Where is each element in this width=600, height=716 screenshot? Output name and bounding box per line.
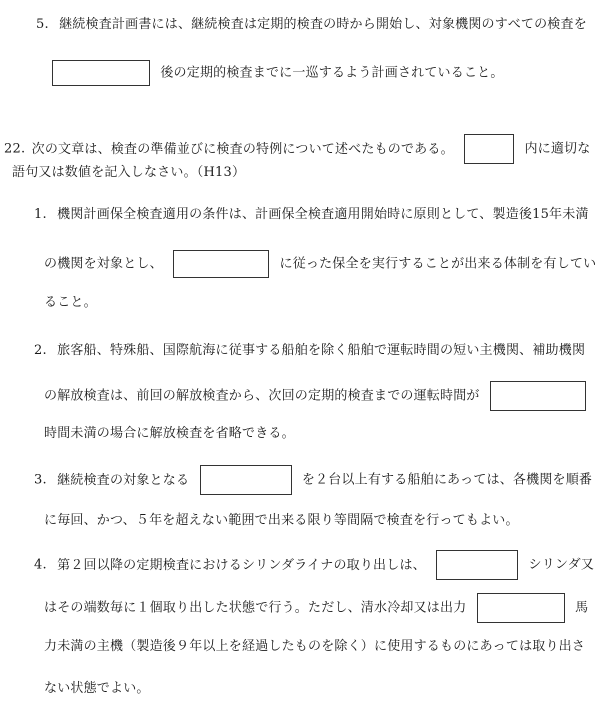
item4-line3 [44,636,585,658]
answer-blank[interactable] [200,465,292,495]
item-text: ない状態でよい。 [44,681,150,696]
item4-line2 [44,593,588,623]
answer-blank[interactable] [477,593,565,623]
item4-line4 [44,678,150,700]
item-text: に毎回、かつ、５年を超えない範囲で出来る限り等間隔で検査を行ってもよい。 [44,513,519,528]
question-text: 次の文章は、検査の準備並びに検査の特例について述べたものである。 [31,141,454,157]
item4-line1 [34,550,594,580]
item-text: を２台以上有する船舶にあっては、各機関を順番 [301,472,593,488]
item-text: 継続検査の対象となる [57,472,190,488]
item2-line1 [34,340,585,362]
item-text: 馬 [575,600,589,616]
item-text: ること。 [44,295,97,310]
item5-line2 [46,60,504,86]
item3-line1 [34,465,592,495]
q22-line2 [12,162,245,184]
item5-line1 [36,14,587,36]
item-number: 2. [34,343,47,358]
answer-blank[interactable] [436,550,518,580]
item1-line3 [44,292,97,314]
item1-line1 [34,204,589,226]
item-text: 時間未満の場合に解放検査を省略できる。 [44,426,295,441]
item-number: 4. [34,557,47,573]
item-text: はその端数毎に１個取り出した状態で行う。ただし、清水冷却又は出力 [44,600,467,616]
item-text: 力未満の主機（製造後９年以上を経過したものを除く）に使用するものにあっては取り出さ [44,639,586,654]
answer-blank[interactable] [173,250,269,278]
question-text: 語句又は数値を記入しなさい。（H13） [12,165,246,180]
item-text: 第２回以降の定期検査におけるシリンダライナの取り出しは、 [57,557,426,573]
item-text: の機関を対象とし、 [44,256,163,272]
item1-line2 [44,250,596,278]
question-number: 22. [4,141,26,157]
q22-line1 [4,134,590,164]
item-text: 後の定期的検査までに一巡するよう計画されていること。 [160,65,504,81]
item2-line3 [44,423,295,445]
item-text: 継続検査計画書には、継続検査は定期的検査の時から開始し、対象機関のすべての検査を [59,17,587,32]
item-number: 3. [34,472,47,488]
answer-blank[interactable] [464,134,514,164]
item2-line2 [44,381,592,411]
question-text: 内に適切な [524,141,591,157]
answer-blank[interactable] [52,60,150,86]
item-text: 旅客船、特殊船、国際航海に従事する船舶を除く船舶で運転時間の短い主機関、補助機関 [57,343,586,358]
item-text: 機関計画保全検査適用の条件は、計画保全検査適用開始時に原則として、製造後15年未満 [57,207,589,222]
item-text: に従った保全を実行することが出来る体制を有してい [279,256,597,272]
item-number: 1. [34,207,47,222]
item-text: の解放検査は、前回の解放検査から、次回の定期的検査までの運転時間が [44,388,480,404]
item-text: シリンダ又 [528,557,595,573]
item3-line2 [44,510,519,532]
answer-blank[interactable] [490,381,586,411]
item-number: 5. [36,17,49,32]
